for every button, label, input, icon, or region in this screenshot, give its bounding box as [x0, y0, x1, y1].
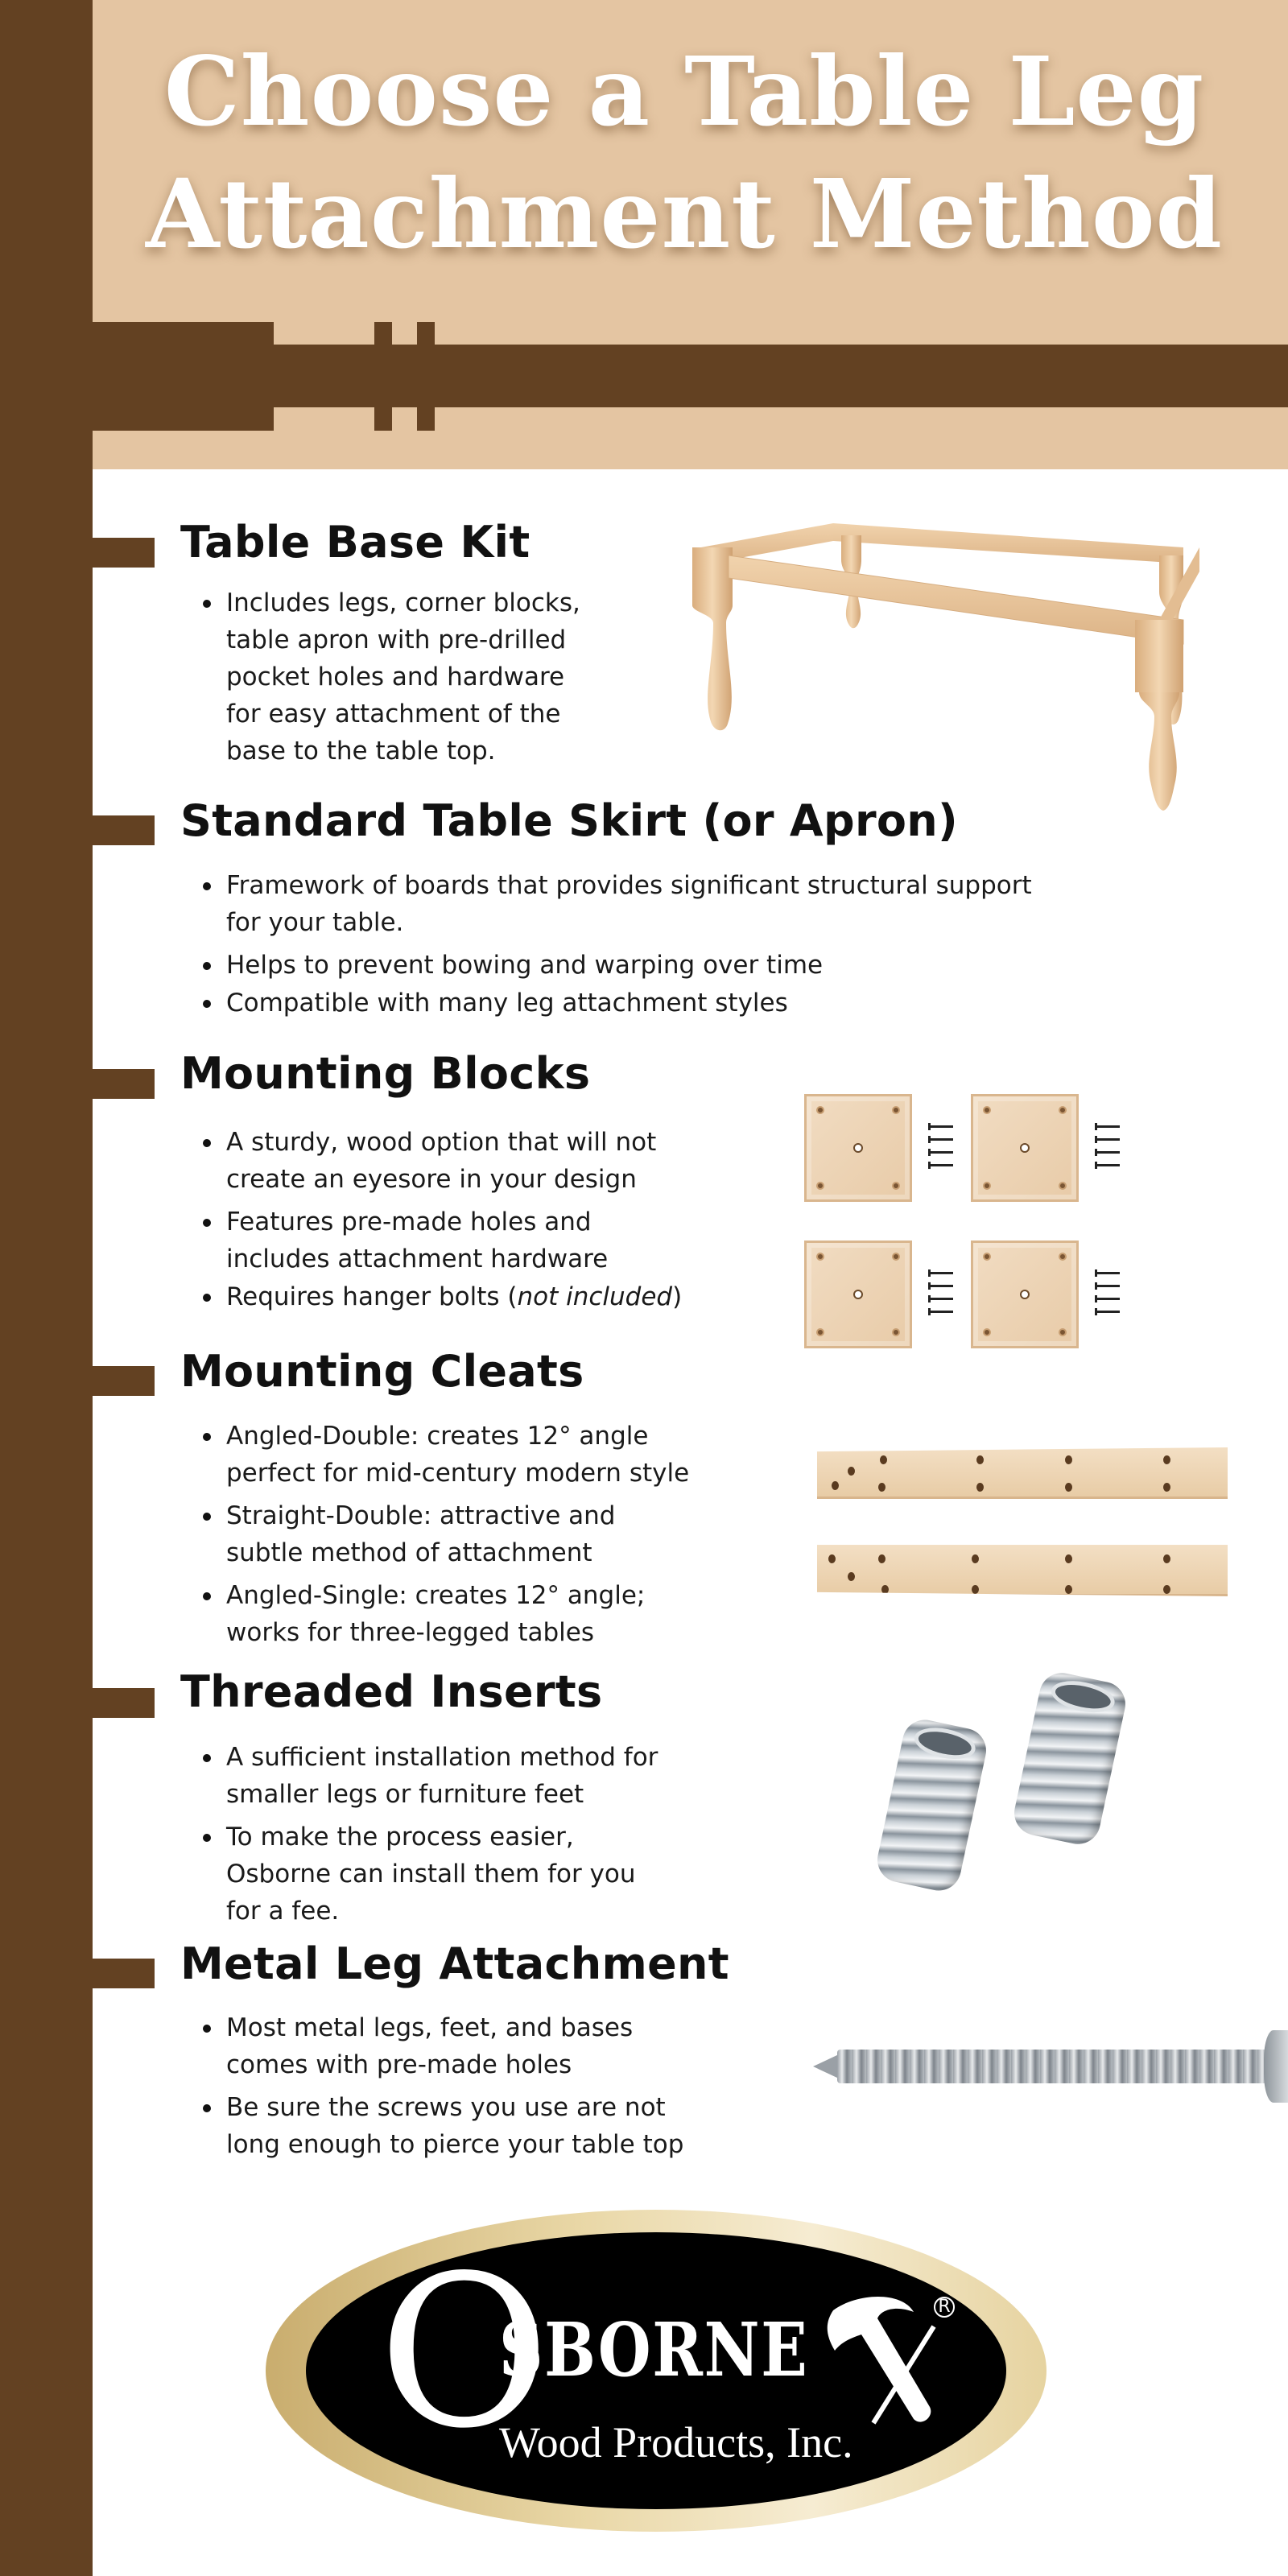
mounting-block [804, 1241, 912, 1348]
section-marker [93, 1959, 155, 1988]
left-vertical-bar [0, 0, 93, 2576]
bullet-item: Includes legs, corner blocks, table apron with pre-drilled pocket holes and hardware for easy attachment of the base to the table top. [203, 584, 580, 770]
bullet-item: Framework of boards that provides significant structural support for your table. [203, 867, 1032, 941]
section-title-standard-table-skirt: Standard Table Skirt (or Apron) [180, 795, 959, 846]
page-title-line-1: Choose a Table Leg [163, 35, 1205, 147]
mounting-block [971, 1241, 1079, 1348]
mounting-block [804, 1094, 912, 1202]
osborne-logo [266, 2210, 1046, 2532]
registered-mark: R [934, 2297, 955, 2318]
section-bullets-standard-table-skirt [203, 867, 1032, 1027]
section-marker [93, 1688, 155, 1718]
section-bullets-mounting-blocks [203, 1124, 682, 1321]
page-title [97, 31, 1272, 275]
bullet-item: Compatible with many leg attachment styles [203, 985, 1032, 1022]
section-bullets-mounting-cleats [203, 1418, 689, 1657]
screws-icon [929, 1125, 953, 1177]
section-title-mounting-cleats: Mounting Cleats [180, 1346, 584, 1397]
threaded-insert [1010, 1669, 1129, 1848]
section-marker [93, 1366, 155, 1396]
screws-icon [1096, 1125, 1120, 1177]
cleat-straight-double [817, 1545, 1228, 1596]
section-bullets-metal-leg-attachment [203, 2009, 683, 2169]
header-bar-tick [374, 322, 392, 431]
bullet-item: Angled-Double: creates 12° angle perfect for mid-century modern style [203, 1418, 689, 1492]
section-marker [93, 538, 155, 568]
page-title-line-2: Attachment Method [145, 158, 1224, 270]
section-title-mounting-blocks: Mounting Blocks [180, 1048, 591, 1099]
logo-wordmark: SBORNE [499, 2306, 809, 2393]
bullet-item: A sturdy, wood option that will not create an eyesore in your design [203, 1124, 682, 1198]
screws-icon [1096, 1272, 1120, 1323]
section-title-metal-leg-attachment: Metal Leg Attachment [180, 1938, 729, 1989]
bullet-item: Be sure the screws you use are not long enough to pierce your table top [203, 2089, 683, 2163]
bullet-item: Features pre-made holes and includes attachment hardware [203, 1203, 682, 1278]
bullet-item: Requires hanger bolts (not included) [203, 1278, 682, 1315]
logo-subtitle: Wood Products, Inc. [499, 2418, 853, 2467]
bullet-item: Helps to prevent bowing and warping over time [203, 947, 1032, 984]
section-marker [93, 1069, 155, 1099]
screw-image [813, 2038, 1288, 2095]
bullet-item: To make the process easier, Osborne can install them for you for a fee. [203, 1818, 658, 1930]
bullet-item: Most metal legs, feet, and bases comes with pre-made holes [203, 2009, 683, 2083]
section-bullets-table-base-kit [203, 584, 580, 775]
section-bullets-threaded-inserts [203, 1739, 658, 1935]
screws-icon [929, 1272, 953, 1323]
section-title-table-base-kit: Table Base Kit [180, 517, 530, 568]
header-bar-tick [417, 322, 435, 431]
cleat-angled-double [817, 1447, 1228, 1499]
section-title-threaded-inserts: Threaded Inserts [180, 1666, 603, 1717]
table-base-kit-image [676, 499, 1199, 813]
threaded-insert [873, 1715, 990, 1894]
section-marker [93, 815, 155, 845]
hammer-and-nail-icon [825, 2294, 946, 2431]
logo-initial: O [378, 2231, 551, 2475]
bullet-item: A sufficient installation method for smaller legs or furniture feet [203, 1739, 658, 1813]
bullet-item: Angled-Single: creates 12° angle; works for three-legged tables [203, 1577, 689, 1651]
header-horizontal-bar [92, 345, 1288, 407]
bullet-item: Straight-Double: attractive and subtle method of attachment [203, 1497, 689, 1571]
mounting-block [971, 1094, 1079, 1202]
